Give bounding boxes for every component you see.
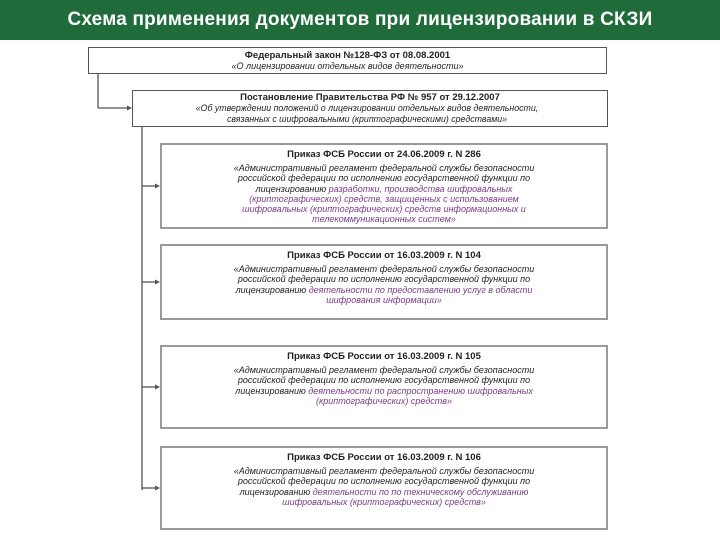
order-text-line: «Административный регламент федеральной службы безопасности bbox=[233, 163, 535, 173]
order-title: Приказ ФСБ России от 16.03.2009 г. N 105 bbox=[287, 351, 481, 362]
fsb-order-286-box bbox=[160, 143, 608, 229]
order-text-highlight: деятельности по предоставлению услуг в области bbox=[308, 284, 533, 295]
fsb-order-104-box bbox=[160, 244, 608, 320]
federal-law-subtitle: «О лицензировании отдельных видов деятельности» bbox=[231, 61, 464, 71]
order-text-highlight: деятельности по по техническому обслуживанию bbox=[312, 486, 529, 497]
order-text-line: российской федерации по исполнению государственной функции по bbox=[237, 375, 531, 386]
federal-law-title: Федеральный закон №128-ФЗ от 08.08.2001 bbox=[244, 50, 451, 61]
government-decree-subtitle-line2: связанных с шифровальными (криптографическими) средствами» bbox=[226, 114, 508, 124]
order-text-line-highlight: (криптографических) средств» bbox=[316, 395, 452, 406]
fsb-order-106-box bbox=[160, 446, 608, 530]
order-title: Приказ ФСБ России от 16.03.2009 г. N 104 bbox=[287, 250, 481, 261]
order-text-line bbox=[162, 285, 606, 295]
order-title: Приказ ФСБ России от 24.06.2009 г. N 286 bbox=[287, 149, 481, 160]
order-text-line-highlight: телекоммуникационных систем» bbox=[312, 214, 456, 225]
order-text-line bbox=[162, 487, 606, 497]
page-title: Схема применения документов при лицензировании в СКЗИ bbox=[0, 0, 720, 40]
order-text-line: «Административный регламент федеральной службы безопасности bbox=[233, 365, 535, 375]
order-text-plain: лицензированию bbox=[235, 385, 309, 396]
order-text-line-highlight: (криптографических) средств, защищенных с использованием bbox=[249, 193, 519, 204]
federal-law-box bbox=[88, 47, 607, 74]
order-text-line: «Административный регламент федеральной службы безопасности bbox=[233, 466, 535, 476]
order-text-highlight: деятельности по распространению шифровальных bbox=[308, 385, 533, 396]
order-text-line bbox=[162, 386, 606, 396]
order-text-line-highlight: шифровальных (криптографических) средств» bbox=[282, 496, 486, 507]
order-title: Приказ ФСБ России от 16.03.2009 г. N 106 bbox=[287, 452, 481, 463]
order-text-line: «Административный регламент федеральной службы безопасности bbox=[233, 264, 535, 274]
government-decree-subtitle-line1: «Об утверждении положений о лицензировании отдельных видов деятельности, bbox=[195, 103, 539, 113]
order-text-line-highlight: шифровальных (криптографических) средств информационных и bbox=[242, 204, 526, 215]
government-decree-box bbox=[132, 90, 608, 127]
order-text-line: российской федерации по исполнению государственной функции по bbox=[237, 476, 531, 487]
order-text-line-highlight: шифрования информации» bbox=[326, 294, 442, 305]
fsb-order-105-box bbox=[160, 345, 608, 429]
order-text-plain: лицензированию bbox=[235, 284, 309, 295]
order-text-plain: лицензированию bbox=[255, 183, 329, 194]
order-text-line bbox=[162, 184, 606, 194]
government-decree-title: Постановление Правительства РФ № 957 от 29.12.2007 bbox=[240, 92, 500, 103]
order-text-line: российской федерации по исполнению государственной функции по bbox=[237, 173, 531, 184]
order-text-plain: лицензированию bbox=[239, 486, 313, 497]
order-text-line: российской федерации по исполнению государственной функции по bbox=[237, 274, 531, 285]
order-text-highlight: разработки, производства шифровальных bbox=[328, 183, 513, 194]
